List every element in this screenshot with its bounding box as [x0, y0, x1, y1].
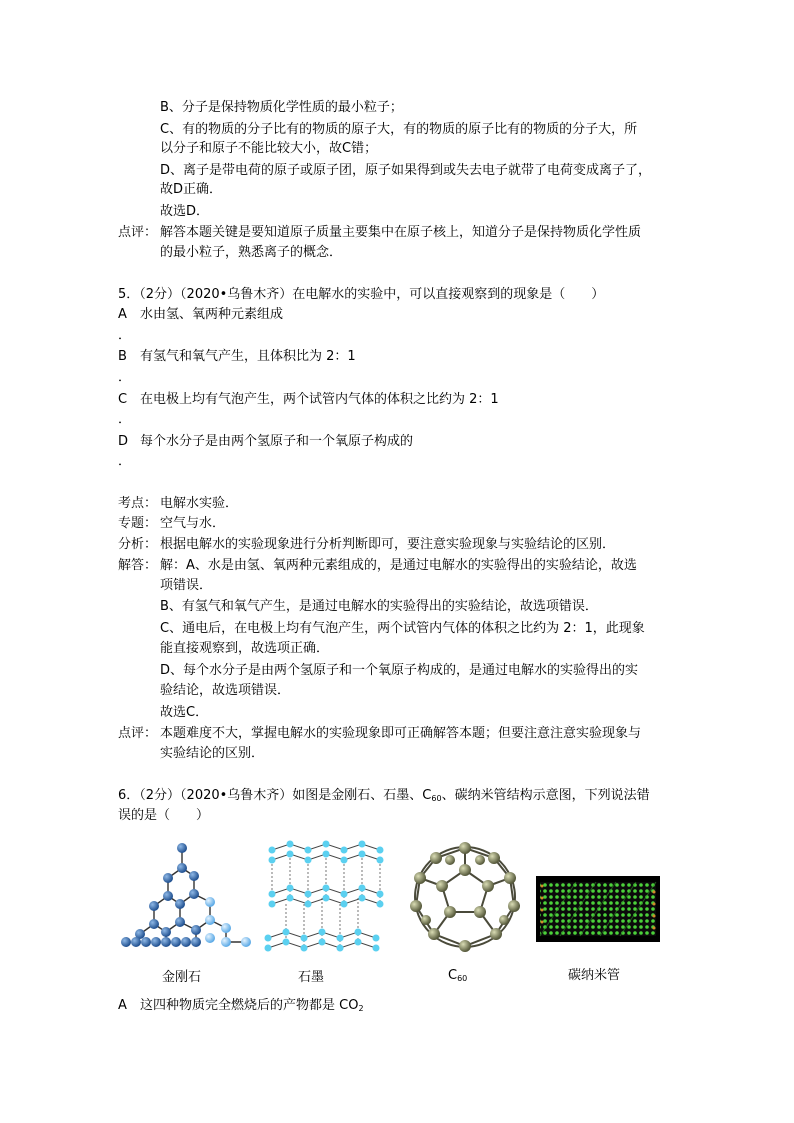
q6-option-a-sub: 2 [358, 1004, 364, 1013]
answer-option-c-line2: 以分子和原子不能比较大小，故C错； [160, 141, 378, 156]
answer-option-b: B、分子是保持物质化学性质的最小粒子； [160, 100, 403, 115]
q5-option-d-letter: D [118, 434, 129, 449]
q5-kaodian-label: 考点： [118, 496, 158, 511]
comment-label: 点评： [118, 225, 158, 240]
q5-jieda-c-line1: C、通电后，在电极上均有气泡产生，两个试管内气体的体积之比约为 2：1，此现象 [160, 621, 645, 636]
q5-jieda-a-line2: 项错误． [160, 578, 213, 593]
c60-label-main: C [448, 968, 458, 983]
q5-zhuanti-label: 专题： [118, 516, 158, 531]
c60-label [448, 968, 467, 983]
q5-dianping-line2: 实验结论的区别． [160, 746, 265, 761]
q5-jieda-b: B、有氢气和氧气产生，是通过电解水的实验得出的实验结论，故选项错误． [160, 599, 598, 614]
q5-jieda-d-line1: D、每个水分子是由两个氢原子和一个氧原子构成的，是通过电解水的实验得出的实 [160, 663, 639, 678]
q5-option-d-text: 每个水分子是由两个氢原子和一个氧原子构成的 [140, 434, 414, 449]
diamond-label: 金刚石 [162, 970, 202, 985]
q6-stem-post: 、碳纳米管结构示意图，下列说法错 [441, 788, 650, 803]
graphite-structure-figure [262, 840, 390, 955]
q5-dianping-label: 点评： [118, 726, 158, 741]
q5-option-b-dot: ． [118, 370, 132, 385]
q6-option-a-text [140, 998, 364, 1017]
answer-option-c-line1: C、有的物质的分子比有的物质的原子大，有的物质的原子比有的物质的分子大，所 [160, 122, 638, 137]
q5-option-a-dot: ． [118, 328, 132, 343]
q6-stem-sub: 60 [431, 794, 442, 803]
q5-option-b-letter: B [118, 349, 127, 364]
q6-stem-pre: 6．（2分）（2020•乌鲁木齐）如图是金刚石、石墨、C [118, 788, 432, 803]
q5-choice: 故选C． [160, 705, 209, 720]
q5-option-c-dot: ． [118, 412, 132, 427]
q5-option-a-text: 水由氢、氧两种元素组成 [140, 307, 284, 322]
q6-option-a-pre: 这四种物质完全燃烧后的产物都是 CO [140, 998, 359, 1013]
q5-jieda-a-line1: 解：A、水是由氢、氧两种元素组成的，是通过电解水的实验得出的实验结论，故选 [160, 558, 637, 573]
q6-stem-line1 [118, 788, 650, 807]
q6-stem-line2: 误的是（ ） [118, 808, 210, 823]
c60-label-sub: 60 [457, 974, 468, 983]
q6-option-a-letter: A [118, 998, 127, 1013]
c60-structure-figure [400, 840, 530, 955]
diamond-structure-figure [118, 838, 260, 953]
q5-zhuanti: 空气与水． [160, 516, 226, 531]
q5-jieda-c-line2: 能直接观察到，故选项正确． [160, 641, 330, 656]
q5-jieda-label: 解答： [118, 558, 158, 573]
comment-line2: 的最小粒子，熟悉离子的概念． [160, 245, 343, 260]
answer-option-d-line2: 故D正确． [160, 182, 223, 197]
comment-line1: 解答本题关键是要知道原子质量主要集中在原子核上，知道分子是保持物质化学性质 [160, 225, 642, 240]
q5-option-d-dot: ． [118, 454, 132, 469]
q5-fenxi: 根据电解水的实验现象进行分析判断即可，要注意实验现象与实验结论的区别． [160, 537, 616, 552]
q5-option-b-text: 有氢气和氧气产生，且体积比为 2：1 [140, 349, 356, 364]
q5-jieda-d-line2: 验结论，故选项错误． [160, 683, 291, 698]
q5-option-a-letter: A [118, 307, 127, 322]
q5-option-c-letter: C [118, 392, 128, 407]
answer-option-d-line1: D、离子是带电荷的原子或原子团，原子如果得到或失去电子就带了电荷变成离子了， [160, 163, 652, 178]
graphite-label: 石墨 [298, 970, 325, 985]
q5-stem: 5．（2分）（2020•乌鲁木齐）在电解水的实验中，可以直接观察到的现象是（ ） [118, 287, 605, 302]
q5-fenxi-label: 分析： [118, 537, 158, 552]
carbon-nanotube-figure [536, 876, 660, 942]
q5-kaodian: 电解水实验． [160, 496, 239, 511]
q5-option-c-text: 在电极上均有气泡产生，两个试管内气体的体积之比约为 2：1 [140, 392, 499, 407]
q5-dianping-line1: 本题难度不大，掌握电解水的实验现象即可正确解答本题；但要注意注意实验现象与 [160, 726, 642, 741]
nanotube-label: 碳纳米管 [568, 968, 621, 983]
answer-choice: 故选D． [160, 204, 210, 219]
